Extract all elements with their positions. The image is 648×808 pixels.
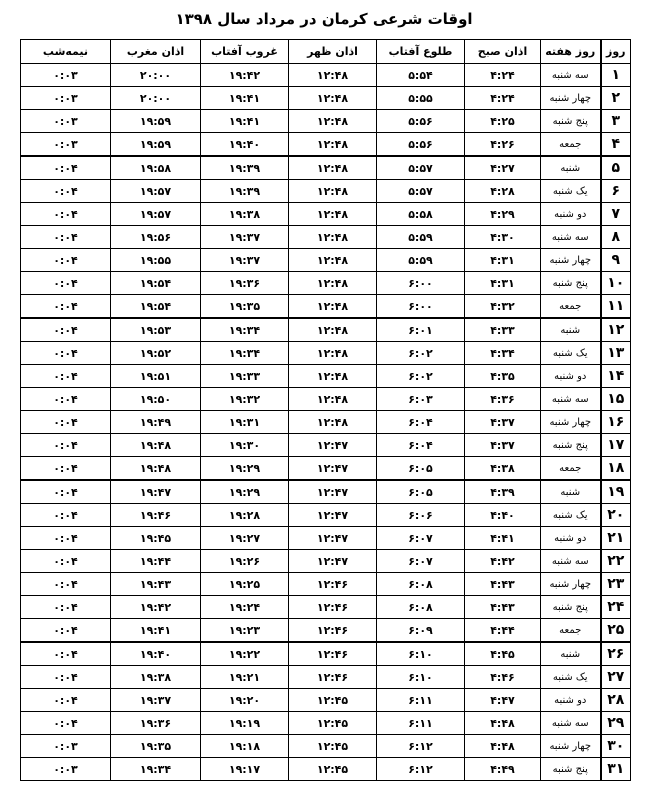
sunset-time-cell: ۱۹:۴۲ xyxy=(201,64,289,87)
dhuhr-time-cell: ۱۲:۴۸ xyxy=(289,295,377,319)
maghrib-time-cell: ۱۹:۳۷ xyxy=(111,689,201,712)
maghrib-time-cell: ۱۹:۴۱ xyxy=(111,619,201,643)
dhuhr-time-cell: ۱۲:۴۵ xyxy=(289,735,377,758)
sunrise-time-cell: ۶:۰۴ xyxy=(377,411,465,434)
dhuhr-time-cell: ۱۲:۴۷ xyxy=(289,550,377,573)
weekday-cell: چهار شنبه xyxy=(541,411,601,434)
sunset-time-cell: ۱۹:۱۷ xyxy=(201,758,289,781)
sunset-time-cell: ۱۹:۲۹ xyxy=(201,480,289,504)
table-row xyxy=(21,411,631,434)
midnight-time-cell: ۰:۰۴ xyxy=(21,156,111,180)
fajr-time-cell: ۴:۴۹ xyxy=(465,758,541,781)
fajr-time-cell: ۴:۳۳ xyxy=(465,318,541,342)
sunset-time-cell: ۱۹:۳۳ xyxy=(201,365,289,388)
weekday-cell: دو شنبه xyxy=(541,365,601,388)
midnight-time-cell: ۰:۰۴ xyxy=(21,365,111,388)
midnight-time-cell: ۰:۰۳ xyxy=(21,758,111,781)
sunset-time-cell: ۱۹:۲۲ xyxy=(201,642,289,666)
day-cell: ۹ xyxy=(601,249,631,272)
fajr-time-cell: ۴:۴۸ xyxy=(465,712,541,735)
maghrib-time-cell: ۱۹:۳۴ xyxy=(111,758,201,781)
weekday-cell: سه شنبه xyxy=(541,712,601,735)
table-row xyxy=(21,110,631,133)
sunrise-time-cell: ۶:۰۷ xyxy=(377,550,465,573)
column-header-maghrib: اذان مغرب xyxy=(111,40,201,64)
dhuhr-time-cell: ۱۲:۴۶ xyxy=(289,666,377,689)
column-header-fajr: اذان صبح xyxy=(465,40,541,64)
sunrise-time-cell: ۶:۰۰ xyxy=(377,272,465,295)
sunrise-time-cell: ۵:۵۵ xyxy=(377,87,465,110)
table-row xyxy=(21,596,631,619)
midnight-time-cell: ۰:۰۴ xyxy=(21,504,111,527)
day-cell: ۳۱ xyxy=(601,758,631,781)
day-cell: ۲۶ xyxy=(601,642,631,666)
day-cell: ۲۲ xyxy=(601,550,631,573)
sunrise-time-cell: ۶:۰۳ xyxy=(377,388,465,411)
day-cell: ۵ xyxy=(601,156,631,180)
sunrise-time-cell: ۶:۱۲ xyxy=(377,758,465,781)
weekday-cell: شنبه xyxy=(541,156,601,180)
sunrise-time-cell: ۶:۰۰ xyxy=(377,295,465,319)
day-cell: ۲۴ xyxy=(601,596,631,619)
sunset-time-cell: ۱۹:۳۹ xyxy=(201,156,289,180)
dhuhr-time-cell: ۱۲:۴۸ xyxy=(289,203,377,226)
table-row xyxy=(21,573,631,596)
dhuhr-time-cell: ۱۲:۴۵ xyxy=(289,758,377,781)
dhuhr-time-cell: ۱۲:۴۸ xyxy=(289,64,377,87)
maghrib-time-cell: ۱۹:۵۳ xyxy=(111,318,201,342)
dhuhr-time-cell: ۱۲:۴۸ xyxy=(289,411,377,434)
fajr-time-cell: ۴:۳۶ xyxy=(465,388,541,411)
sunrise-time-cell: ۶:۰۱ xyxy=(377,318,465,342)
sunset-time-cell: ۱۹:۳۷ xyxy=(201,226,289,249)
maghrib-time-cell: ۲۰:۰۰ xyxy=(111,64,201,87)
sunset-time-cell: ۱۹:۳۵ xyxy=(201,295,289,319)
sunrise-time-cell: ۵:۵۹ xyxy=(377,226,465,249)
weekday-cell: سه شنبه xyxy=(541,64,601,87)
sunrise-time-cell: ۵:۵۶ xyxy=(377,110,465,133)
sunrise-time-cell: ۶:۰۶ xyxy=(377,504,465,527)
column-header-weekday: روز هفته xyxy=(541,40,601,64)
weekday-cell: چهار شنبه xyxy=(541,87,601,110)
midnight-time-cell: ۰:۰۴ xyxy=(21,457,111,481)
fajr-time-cell: ۴:۳۵ xyxy=(465,365,541,388)
day-cell: ۱۱ xyxy=(601,295,631,319)
maghrib-time-cell: ۱۹:۴۲ xyxy=(111,596,201,619)
table-row xyxy=(21,365,631,388)
weekday-cell: شنبه xyxy=(541,480,601,504)
sunrise-time-cell: ۶:۱۱ xyxy=(377,712,465,735)
fajr-time-cell: ۴:۳۷ xyxy=(465,411,541,434)
table-row xyxy=(21,226,631,249)
weekday-cell: چهار شنبه xyxy=(541,249,601,272)
midnight-time-cell: ۰:۰۴ xyxy=(21,527,111,550)
table-row xyxy=(21,689,631,712)
sunset-time-cell: ۱۹:۲۴ xyxy=(201,596,289,619)
weekday-cell: یک شنبه xyxy=(541,342,601,365)
sunset-time-cell: ۱۹:۲۶ xyxy=(201,550,289,573)
midnight-time-cell: ۰:۰۴ xyxy=(21,480,111,504)
weekday-cell: چهار شنبه xyxy=(541,573,601,596)
table-row xyxy=(21,434,631,457)
weekday-cell: سه شنبه xyxy=(541,226,601,249)
maghrib-time-cell: ۱۹:۵۸ xyxy=(111,156,201,180)
day-cell: ۲۸ xyxy=(601,689,631,712)
midnight-time-cell: ۰:۰۳ xyxy=(21,735,111,758)
midnight-time-cell: ۰:۰۳ xyxy=(21,133,111,157)
sunrise-time-cell: ۶:۱۰ xyxy=(377,666,465,689)
table-row xyxy=(21,64,631,87)
dhuhr-time-cell: ۱۲:۴۵ xyxy=(289,689,377,712)
day-cell: ۲۵ xyxy=(601,619,631,643)
midnight-time-cell: ۰:۰۴ xyxy=(21,642,111,666)
day-cell: ۶ xyxy=(601,180,631,203)
weekday-cell: یک شنبه xyxy=(541,666,601,689)
day-cell: ۲۷ xyxy=(601,666,631,689)
fajr-time-cell: ۴:۲۹ xyxy=(465,203,541,226)
midnight-time-cell: ۰:۰۴ xyxy=(21,180,111,203)
day-cell: ۱۷ xyxy=(601,434,631,457)
day-cell: ۱۶ xyxy=(601,411,631,434)
sunrise-time-cell: ۶:۱۰ xyxy=(377,642,465,666)
sunrise-time-cell: ۶:۰۲ xyxy=(377,365,465,388)
sunset-time-cell: ۱۹:۴۱ xyxy=(201,110,289,133)
table-row xyxy=(21,758,631,781)
dhuhr-time-cell: ۱۲:۴۷ xyxy=(289,504,377,527)
day-cell: ۱۹ xyxy=(601,480,631,504)
midnight-time-cell: ۰:۰۳ xyxy=(21,64,111,87)
maghrib-time-cell: ۱۹:۴۵ xyxy=(111,527,201,550)
dhuhr-time-cell: ۱۲:۴۸ xyxy=(289,226,377,249)
dhuhr-time-cell: ۱۲:۴۸ xyxy=(289,87,377,110)
day-cell: ۲۳ xyxy=(601,573,631,596)
midnight-time-cell: ۰:۰۴ xyxy=(21,226,111,249)
weekday-cell: پنج شنبه xyxy=(541,272,601,295)
dhuhr-time-cell: ۱۲:۴۸ xyxy=(289,133,377,157)
table-row xyxy=(21,527,631,550)
sunrise-time-cell: ۵:۵۶ xyxy=(377,133,465,157)
page-title: اوقات شرعی کرمان در مرداد سال ۱۳۹۸ xyxy=(175,10,473,28)
dhuhr-time-cell: ۱۲:۴۶ xyxy=(289,596,377,619)
sunset-time-cell: ۱۹:۴۱ xyxy=(201,87,289,110)
fajr-time-cell: ۴:۴۸ xyxy=(465,735,541,758)
midnight-time-cell: ۰:۰۴ xyxy=(21,596,111,619)
dhuhr-time-cell: ۱۲:۴۶ xyxy=(289,573,377,596)
maghrib-time-cell: ۱۹:۴۸ xyxy=(111,457,201,481)
maghrib-time-cell: ۱۹:۵۶ xyxy=(111,226,201,249)
day-cell: ۴ xyxy=(601,133,631,157)
maghrib-time-cell: ۱۹:۴۶ xyxy=(111,504,201,527)
table-row xyxy=(21,272,631,295)
sunset-time-cell: ۱۹:۳۸ xyxy=(201,203,289,226)
midnight-time-cell: ۰:۰۴ xyxy=(21,434,111,457)
prayer-times-table xyxy=(20,39,631,781)
fajr-time-cell: ۴:۴۴ xyxy=(465,619,541,643)
fajr-time-cell: ۴:۳۰ xyxy=(465,226,541,249)
table-row xyxy=(21,504,631,527)
sunset-time-cell: ۱۹:۳۰ xyxy=(201,434,289,457)
sunrise-time-cell: ۶:۰۷ xyxy=(377,527,465,550)
dhuhr-time-cell: ۱۲:۴۶ xyxy=(289,619,377,643)
table-row xyxy=(21,735,631,758)
sunset-time-cell: ۱۹:۳۶ xyxy=(201,272,289,295)
midnight-time-cell: ۰:۰۴ xyxy=(21,318,111,342)
table-row xyxy=(21,712,631,735)
fajr-time-cell: ۴:۴۰ xyxy=(465,504,541,527)
fajr-time-cell: ۴:۴۱ xyxy=(465,527,541,550)
midnight-time-cell: ۰:۰۴ xyxy=(21,712,111,735)
fajr-time-cell: ۴:۲۵ xyxy=(465,110,541,133)
maghrib-time-cell: ۱۹:۵۴ xyxy=(111,272,201,295)
sunset-time-cell: ۱۹:۲۹ xyxy=(201,457,289,481)
day-cell: ۳۰ xyxy=(601,735,631,758)
sunset-time-cell: ۱۹:۲۸ xyxy=(201,504,289,527)
dhuhr-time-cell: ۱۲:۴۵ xyxy=(289,712,377,735)
weekday-cell: سه شنبه xyxy=(541,550,601,573)
sunrise-time-cell: ۵:۵۹ xyxy=(377,249,465,272)
day-cell: ۱۸ xyxy=(601,457,631,481)
sunset-time-cell: ۱۹:۳۱ xyxy=(201,411,289,434)
dhuhr-time-cell: ۱۲:۴۷ xyxy=(289,457,377,481)
maghrib-time-cell: ۱۹:۴۳ xyxy=(111,573,201,596)
sunset-time-cell: ۱۹:۳۴ xyxy=(201,342,289,365)
fajr-time-cell: ۴:۴۶ xyxy=(465,666,541,689)
table-row xyxy=(21,156,631,180)
table-row xyxy=(21,457,631,481)
table-row xyxy=(21,180,631,203)
sunset-time-cell: ۱۹:۲۵ xyxy=(201,573,289,596)
sunrise-time-cell: ۶:۰۹ xyxy=(377,619,465,643)
fajr-time-cell: ۴:۲۴ xyxy=(465,64,541,87)
fajr-time-cell: ۴:۲۴ xyxy=(465,87,541,110)
table-row xyxy=(21,619,631,643)
table-row xyxy=(21,133,631,157)
day-cell: ۲۰ xyxy=(601,504,631,527)
weekday-cell: جمعه xyxy=(541,457,601,481)
weekday-cell: شنبه xyxy=(541,318,601,342)
fajr-time-cell: ۴:۲۸ xyxy=(465,180,541,203)
weekday-cell: یک شنبه xyxy=(541,180,601,203)
midnight-time-cell: ۰:۰۴ xyxy=(21,295,111,319)
sunrise-time-cell: ۶:۰۴ xyxy=(377,434,465,457)
day-cell: ۱ xyxy=(601,64,631,87)
dhuhr-time-cell: ۱۲:۴۸ xyxy=(289,180,377,203)
dhuhr-time-cell: ۱۲:۴۸ xyxy=(289,249,377,272)
sunset-time-cell: ۱۹:۲۱ xyxy=(201,666,289,689)
fajr-time-cell: ۴:۳۹ xyxy=(465,480,541,504)
midnight-time-cell: ۰:۰۴ xyxy=(21,342,111,365)
dhuhr-time-cell: ۱۲:۴۸ xyxy=(289,272,377,295)
fajr-time-cell: ۴:۳۸ xyxy=(465,457,541,481)
fajr-time-cell: ۴:۳۱ xyxy=(465,249,541,272)
maghrib-time-cell: ۱۹:۴۸ xyxy=(111,434,201,457)
sunrise-time-cell: ۶:۱۲ xyxy=(377,735,465,758)
fajr-time-cell: ۴:۳۲ xyxy=(465,295,541,319)
dhuhr-time-cell: ۱۲:۴۸ xyxy=(289,156,377,180)
maghrib-time-cell: ۱۹:۴۰ xyxy=(111,642,201,666)
weekday-cell: یک شنبه xyxy=(541,504,601,527)
weekday-cell: دو شنبه xyxy=(541,527,601,550)
day-cell: ۱۵ xyxy=(601,388,631,411)
fajr-time-cell: ۴:۳۴ xyxy=(465,342,541,365)
sunrise-time-cell: ۶:۰۵ xyxy=(377,480,465,504)
column-header-dhuhr: اذان ظهر xyxy=(289,40,377,64)
sunrise-time-cell: ۵:۵۴ xyxy=(377,64,465,87)
midnight-time-cell: ۰:۰۴ xyxy=(21,573,111,596)
weekday-cell: پنج شنبه xyxy=(541,758,601,781)
midnight-time-cell: ۰:۰۴ xyxy=(21,689,111,712)
day-cell: ۱۴ xyxy=(601,365,631,388)
fajr-time-cell: ۴:۳۷ xyxy=(465,434,541,457)
sunset-time-cell: ۱۹:۲۷ xyxy=(201,527,289,550)
sunset-time-cell: ۱۹:۲۰ xyxy=(201,689,289,712)
fajr-time-cell: ۴:۴۳ xyxy=(465,596,541,619)
maghrib-time-cell: ۱۹:۳۸ xyxy=(111,666,201,689)
dhuhr-time-cell: ۱۲:۴۸ xyxy=(289,365,377,388)
sunrise-time-cell: ۶:۰۸ xyxy=(377,573,465,596)
midnight-time-cell: ۰:۰۴ xyxy=(21,411,111,434)
midnight-time-cell: ۰:۰۳ xyxy=(21,87,111,110)
maghrib-time-cell: ۱۹:۵۰ xyxy=(111,388,201,411)
table-row xyxy=(21,642,631,666)
weekday-cell: چهار شنبه xyxy=(541,735,601,758)
sunset-time-cell: ۱۹:۱۸ xyxy=(201,735,289,758)
maghrib-time-cell: ۱۹:۵۹ xyxy=(111,133,201,157)
day-cell: ۲۱ xyxy=(601,527,631,550)
sunrise-time-cell: ۵:۵۸ xyxy=(377,203,465,226)
sunrise-time-cell: ۶:۱۱ xyxy=(377,689,465,712)
weekday-cell: پنج شنبه xyxy=(541,434,601,457)
sunset-time-cell: ۱۹:۳۴ xyxy=(201,318,289,342)
dhuhr-time-cell: ۱۲:۴۷ xyxy=(289,527,377,550)
maghrib-time-cell: ۱۹:۳۶ xyxy=(111,712,201,735)
weekday-cell: سه شنبه xyxy=(541,388,601,411)
sunrise-time-cell: ۵:۵۷ xyxy=(377,156,465,180)
fajr-time-cell: ۴:۲۶ xyxy=(465,133,541,157)
day-cell: ۱۳ xyxy=(601,342,631,365)
maghrib-time-cell: ۱۹:۵۷ xyxy=(111,203,201,226)
maghrib-time-cell: ۱۹:۵۷ xyxy=(111,180,201,203)
day-cell: ۱۰ xyxy=(601,272,631,295)
maghrib-time-cell: ۱۹:۴۷ xyxy=(111,480,201,504)
column-header-sunset: غروب آفتاب xyxy=(201,40,289,64)
midnight-time-cell: ۰:۰۳ xyxy=(21,110,111,133)
weekday-cell: پنج شنبه xyxy=(541,596,601,619)
maghrib-time-cell: ۲۰:۰۰ xyxy=(111,87,201,110)
table-row xyxy=(21,318,631,342)
fajr-time-cell: ۴:۳۱ xyxy=(465,272,541,295)
maghrib-time-cell: ۱۹:۵۱ xyxy=(111,365,201,388)
table-row xyxy=(21,249,631,272)
dhuhr-time-cell: ۱۲:۴۸ xyxy=(289,342,377,365)
midnight-time-cell: ۰:۰۴ xyxy=(21,666,111,689)
midnight-time-cell: ۰:۰۴ xyxy=(21,619,111,643)
table-row xyxy=(21,295,631,319)
table-row xyxy=(21,550,631,573)
table-row xyxy=(21,666,631,689)
sunset-time-cell: ۱۹:۴۰ xyxy=(201,133,289,157)
midnight-time-cell: ۰:۰۴ xyxy=(21,388,111,411)
table-row xyxy=(21,342,631,365)
maghrib-time-cell: ۱۹:۵۴ xyxy=(111,295,201,319)
midnight-time-cell: ۰:۰۴ xyxy=(21,550,111,573)
column-header-sunrise: طلوع آفتاب xyxy=(377,40,465,64)
day-cell: ۱۲ xyxy=(601,318,631,342)
day-cell: ۲ xyxy=(601,87,631,110)
table-row xyxy=(21,87,631,110)
sunset-time-cell: ۱۹:۳۲ xyxy=(201,388,289,411)
dhuhr-time-cell: ۱۲:۴۸ xyxy=(289,388,377,411)
column-header-midnight: نیمه‌شب xyxy=(21,40,111,64)
table-row xyxy=(21,388,631,411)
weekday-cell: جمعه xyxy=(541,619,601,643)
fajr-time-cell: ۴:۴۲ xyxy=(465,550,541,573)
weekday-cell: دو شنبه xyxy=(541,689,601,712)
maghrib-time-cell: ۱۹:۵۹ xyxy=(111,110,201,133)
sunrise-time-cell: ۶:۰۸ xyxy=(377,596,465,619)
dhuhr-time-cell: ۱۲:۴۶ xyxy=(289,642,377,666)
weekday-cell: جمعه xyxy=(541,133,601,157)
weekday-cell: شنبه xyxy=(541,642,601,666)
column-header-day: روز xyxy=(601,40,631,64)
maghrib-time-cell: ۱۹:۴۴ xyxy=(111,550,201,573)
weekday-cell: دو شنبه xyxy=(541,203,601,226)
fajr-time-cell: ۴:۴۵ xyxy=(465,642,541,666)
midnight-time-cell: ۰:۰۴ xyxy=(21,272,111,295)
dhuhr-time-cell: ۱۲:۴۷ xyxy=(289,480,377,504)
fajr-time-cell: ۴:۴۳ xyxy=(465,573,541,596)
weekday-cell: پنج شنبه xyxy=(541,110,601,133)
day-cell: ۳ xyxy=(601,110,631,133)
sunset-time-cell: ۱۹:۲۳ xyxy=(201,619,289,643)
maghrib-time-cell: ۱۹:۴۹ xyxy=(111,411,201,434)
sunset-time-cell: ۱۹:۳۹ xyxy=(201,180,289,203)
dhuhr-time-cell: ۱۲:۴۸ xyxy=(289,110,377,133)
day-cell: ۸ xyxy=(601,226,631,249)
table-row xyxy=(21,203,631,226)
maghrib-time-cell: ۱۹:۵۲ xyxy=(111,342,201,365)
midnight-time-cell: ۰:۰۴ xyxy=(21,249,111,272)
weekday-cell: جمعه xyxy=(541,295,601,319)
sunrise-time-cell: ۶:۰۲ xyxy=(377,342,465,365)
sunset-time-cell: ۱۹:۱۹ xyxy=(201,712,289,735)
maghrib-time-cell: ۱۹:۳۵ xyxy=(111,735,201,758)
day-cell: ۷ xyxy=(601,203,631,226)
dhuhr-time-cell: ۱۲:۴۸ xyxy=(289,318,377,342)
table-row xyxy=(21,480,631,504)
sunrise-time-cell: ۵:۵۷ xyxy=(377,180,465,203)
fajr-time-cell: ۴:۲۷ xyxy=(465,156,541,180)
maghrib-time-cell: ۱۹:۵۵ xyxy=(111,249,201,272)
midnight-time-cell: ۰:۰۴ xyxy=(21,203,111,226)
sunset-time-cell: ۱۹:۳۷ xyxy=(201,249,289,272)
sunrise-time-cell: ۶:۰۵ xyxy=(377,457,465,481)
day-cell: ۲۹ xyxy=(601,712,631,735)
header-row xyxy=(21,40,631,64)
dhuhr-time-cell: ۱۲:۴۷ xyxy=(289,434,377,457)
fajr-time-cell: ۴:۴۷ xyxy=(465,689,541,712)
